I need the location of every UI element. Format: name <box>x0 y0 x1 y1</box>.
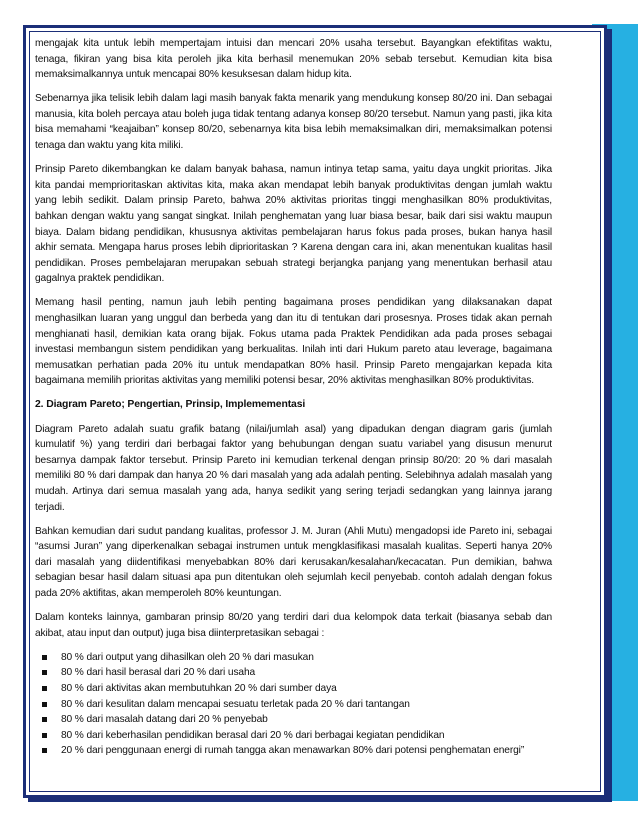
bullet-item: 20 % dari penggunaan energi di rumah tangga akan menawarkan 80% dari potensi penghematan energi” <box>35 743 552 759</box>
bullet-item: 80 % dari kesulitan dalam mencapai sesuatu terletak pada 20 % dari tantangan <box>35 697 552 713</box>
bullet-item: 80 % dari hasil berasal dari 20 % dari usaha <box>35 665 552 681</box>
paragraph: Memang hasil penting, namun jauh lebih penting bagaimana proses pendidikan yang dilaksanakan dapat menghasilkan luaran yang unggul dan berbeda yang dan itu di tentukan dari prosesnya. Proses tidak akan pernah menghianati hasil, demikian kata orang bijak. Fokus utama pada Praktek Pendidikan ada pada proses sebagai investasi membangun sistem pendidikan yang berkualitas. Inilah inti dari Hukum pareto atau leverage, bagaimana memusatkan perhatian pada 20% itu untuk mendapatkan 80% hasil. Prinsip Pareto mengajarkan kepada kita bagaimana memilih prioritas aktivitas yang memiliki potensi besar, 20% aktivitas menghasilkan 80% produktivitas. <box>35 297 552 387</box>
paragraph: Prinsip Pareto dikembangkan ke dalam banyak bahasa, namun intinya tetap sama, yaitu daya ungkit prioritas. Jika kita pandai memprioritaskan aktivitas kita, maka akan mendapat lebih banyak produktivitas dengan jumlah waktu yang lebih sedikit. Dalam prinsip Pareto, bahwa 20% aktivitas prioritas tinggi menghasilkan 80% produktivitas, bahkan dengan waktu yang sangat singkat. Inilah penghematan yang luar biasa besar, baik dari sisi waktu maupun biaya. Dalam bidang pendidikan, khususnya aktivitas pembelajaran harus fokus pada proses, bukan hanya hasil akhir semata. Mengapa harus proses lebih diprioritaskan ? Karena dengan cara ini, akan menentukan kualitas hasil pendidikan. Proses pembelajaran merupakan sebuah strategi berjangka panjang yang menentukan berhasil atau gagalnya praktek pendidikan. <box>35 164 552 285</box>
document-body <box>35 36 552 759</box>
paragraph: mengajak kita untuk lebih mempertajam intuisi dan mencari 20% usaha tersebut. Bayangkan efektifitas waktu, tenaga, fikiran yang bisa kita peroleh jika kita berhasil menemukan 20% sebab tersebut. Kemudian kita bisa memaksimalkannya untuk mencapai 80% kesuksesan dalam hidup kita. <box>35 38 552 81</box>
paragraph: Sebenarnya jika telisik lebih dalam lagi masih banyak fakta menarik yang mendukung konsep 80/20 ini. Dan sebagai manusia, kita boleh percaya atau boleh juga tidak tentang adanya konsep 80/20 tersebut. Namun yang pasti, jika kita bisa memahami “keajaiban” konsep 80/20, sebenarnya kita bisa lebih memaksimalkan diri, memaksimalkan potensi tenaga dan waktu yang kita miliki. <box>35 93 552 152</box>
bullet-item: 80 % dari keberhasilan pendidikan berasal dari 20 % dari berbagai kegiatan pendidikan <box>35 728 552 744</box>
bullet-item: 80 % dari output yang dihasilkan oleh 20 % dari masukan <box>35 650 552 666</box>
bullet-item: 80 % dari masalah datang dari 20 % penyebab <box>35 712 552 728</box>
bullet-list <box>35 650 552 759</box>
paragraph: Diagram Pareto adalah suatu grafik batang (nilai/jumlah asal) yang dipadukan dengan diagram garis (jumlah kumulatif %) yang terdiri dari berbagai faktor yang behubungan dengan suatu variabel yang disusun menurut besarnya dampak faktor tersebut. Prinsip Pareto ini kemudian terkenal dengan prinsip 80/20: 20 % dari masalah memiliki 80 % dari dampak dan hanya 20 % dari masalah yang ada adalah penting. Selebihnya adalah masalah yang mudah. Artinya dari semua masalah yang ada, hanya sedikit yang sering terjadi sedangkan yang lainnya jarang terjadi. <box>35 423 552 513</box>
paragraph: Bahkan kemudian dari sudut pandang kualitas, professor J. M. Juran (Ahli Mutu) mengadopsi ide Pareto ini, sebagai “asumsi Juran” yang diperkenalkan sebagai instrumen untuk mengklasifikasi masalah kualitas. Seperti hanya 20% dari masalah yang diidentifikasi menyebabkan 80% dari kerusakan/kesalahan/kecacatan. Pun demikian, bahwa sebagian besar hasil dalam situasi apa pun ditentukan oleh sejumlah kecil penyebab. contoh adalah dengan fokus pada 20% aktifitas, akan memperoleh 80% keuntungan. <box>35 525 552 599</box>
paragraph: Dalam konteks lainnya, gambaran prinsip 80/20 yang terdiri dari dua kelompok data terkait (biasanya sebab dan akibat, atau input dan output) juga bisa diinterpretasikan sebagai : <box>35 612 552 639</box>
section-heading: 2. Diagram Pareto; Pengertian, Prinsip, Implemementasi <box>35 399 306 411</box>
bullet-item: 80 % dari aktivitas akan membutuhkan 20 % dari sumber daya <box>35 681 552 697</box>
